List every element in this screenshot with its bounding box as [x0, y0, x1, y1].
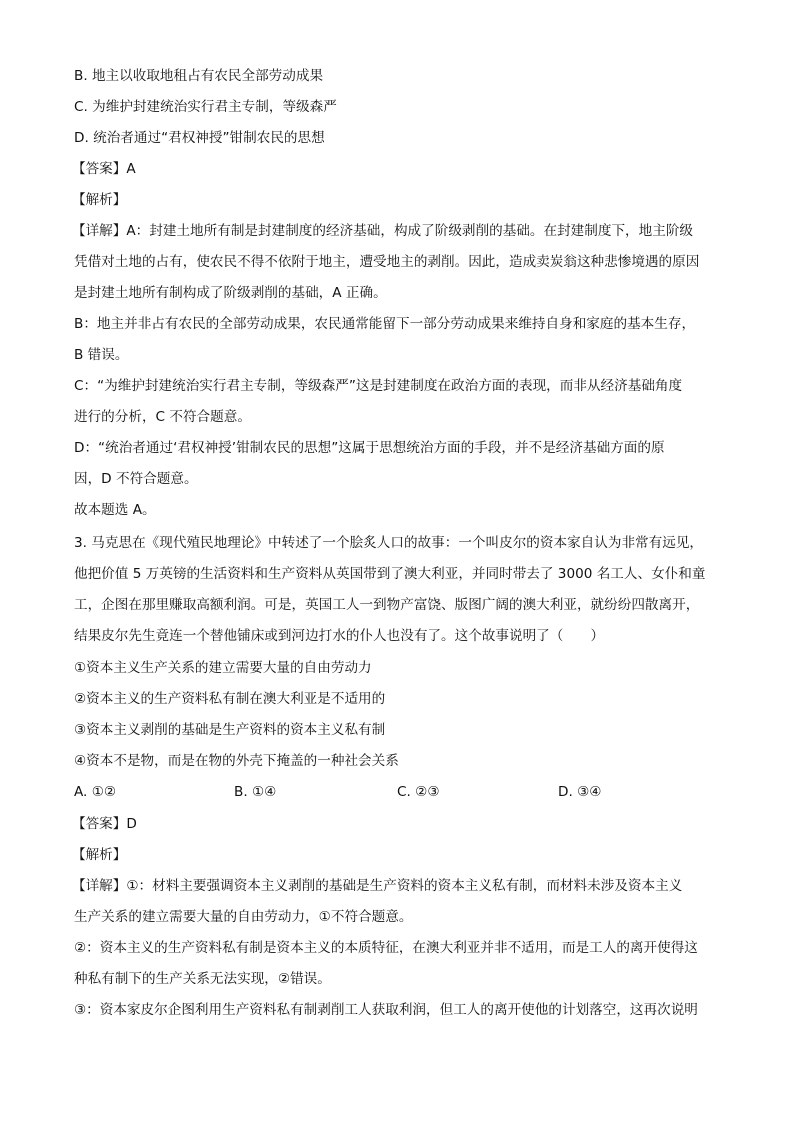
- detail-paragraph-line: D：“统治者通过‘君权神授’钳制农民的思想”这属于思想统治方面的手段，并不是经济基础方面的原: [74, 440, 665, 456]
- detail-paragraph-line: 种私有制下的生产关系无法实现，②错误。: [74, 971, 331, 987]
- detail-paragraph-line: B：地主并非占有农民的全部劳动成果，农民通常能留下一部分劳动成果来维持自身和家庭的基本生存，: [74, 316, 696, 332]
- statement-1: ①资本主义生产关系的建立需要大量的自由劳动力: [74, 660, 372, 676]
- question-3-stem: 工，企图在那里赚取高额利润。可是，英国工人一到物产富饶、版图广阔的澳大利亚，就纷纷四散离开，: [74, 597, 700, 613]
- choice-b: B. ①④: [234, 784, 277, 800]
- statement-3: ③资本主义剥削的基础是生产资料的资本主义私有制: [74, 722, 386, 738]
- detail-paragraph-line: 因，D 不符合题意。: [74, 471, 198, 487]
- detail-paragraph-line: 进行的分析，C 不符合题意。: [74, 409, 251, 425]
- statement-2: ②资本主义的生产资料私有制在澳大利亚是不适用的: [74, 691, 386, 707]
- question-3-stem: 3. 马克思在《现代殖民地理论》中转述了一个脍炙人口的故事：一个叫皮尔的资本家自认为非常有远见，: [74, 535, 704, 551]
- detail-paragraph-line: 生产关系的建立需要大量的自由劳动力，①不符合题意。: [74, 909, 413, 925]
- statement-4: ④资本不是物，而是在物的外壳下掩盖的一种社会关系: [74, 753, 399, 769]
- question-3-stem: 他把价值 5 万英镑的生活资料和生产资料从英国带到了澳大利亚，并同时带去了 3000 名工人、女仆和童: [74, 566, 706, 582]
- option-b-text: B. 地主以收取地租占有农民全部劳动成果: [74, 68, 324, 84]
- option-d-text: D. 统治者通过“君权神授”钳制农民的思想: [74, 130, 325, 146]
- analysis-label: 【解析】: [72, 192, 127, 208]
- detail-paragraph-line: 【详解】①：材料主要强调资本主义剥削的基础是生产资料的资本主义私有制，而材料未涉及资本主义: [72, 878, 683, 894]
- choice-c: C. ②③: [397, 784, 440, 800]
- choice-a: A. ①②: [74, 784, 117, 800]
- question-3-stem: 结果皮尔先生竟连一个替他铺床或到河边打水的仆人也没有了。这个故事说明了（ ）: [74, 628, 605, 644]
- detail-paragraph-line: 凭借对土地的占有，使农民不得不依附于地主，遭受地主的剥削。因此，造成卖炭翁这种悲惨境遇的原因: [74, 254, 700, 270]
- answer-label: 【答案】D: [72, 816, 137, 832]
- answer-label: 【答案】A: [72, 161, 136, 177]
- detail-paragraph-line: C：“为维护封建统治实行君主专制，等级森严”这是封建制度在政治方面的表现，而非从经济基础角度: [74, 378, 683, 394]
- analysis-label: 【解析】: [72, 847, 127, 863]
- detail-paragraph-line: 【详解】A：封建土地所有制是封建制度的经济基础，构成了阶级剥削的基础。在封建制度下，地主阶级: [72, 223, 694, 239]
- detail-paragraph-line: ③：资本家皮尔企图利用生产资料私有制剥削工人获取利润，但工人的离开使他的计划落空，这再次说明: [74, 1002, 698, 1018]
- conclusion-line: 故本题选 A。: [74, 502, 156, 518]
- choice-d: D. ③④: [558, 784, 602, 800]
- detail-paragraph-line: 是封建土地所有制构成了阶级剥削的基础，A 正确。: [74, 285, 387, 301]
- detail-paragraph-line: ②：资本主义的生产资料私有制是资本主义的本质特征，在澳大利亚并非不适用，而是工人的离开使得这: [74, 940, 698, 956]
- option-c-text: C. 为维护封建统治实行君主专制，等级森严: [74, 99, 337, 115]
- detail-paragraph-line: B 错误。: [74, 347, 129, 363]
